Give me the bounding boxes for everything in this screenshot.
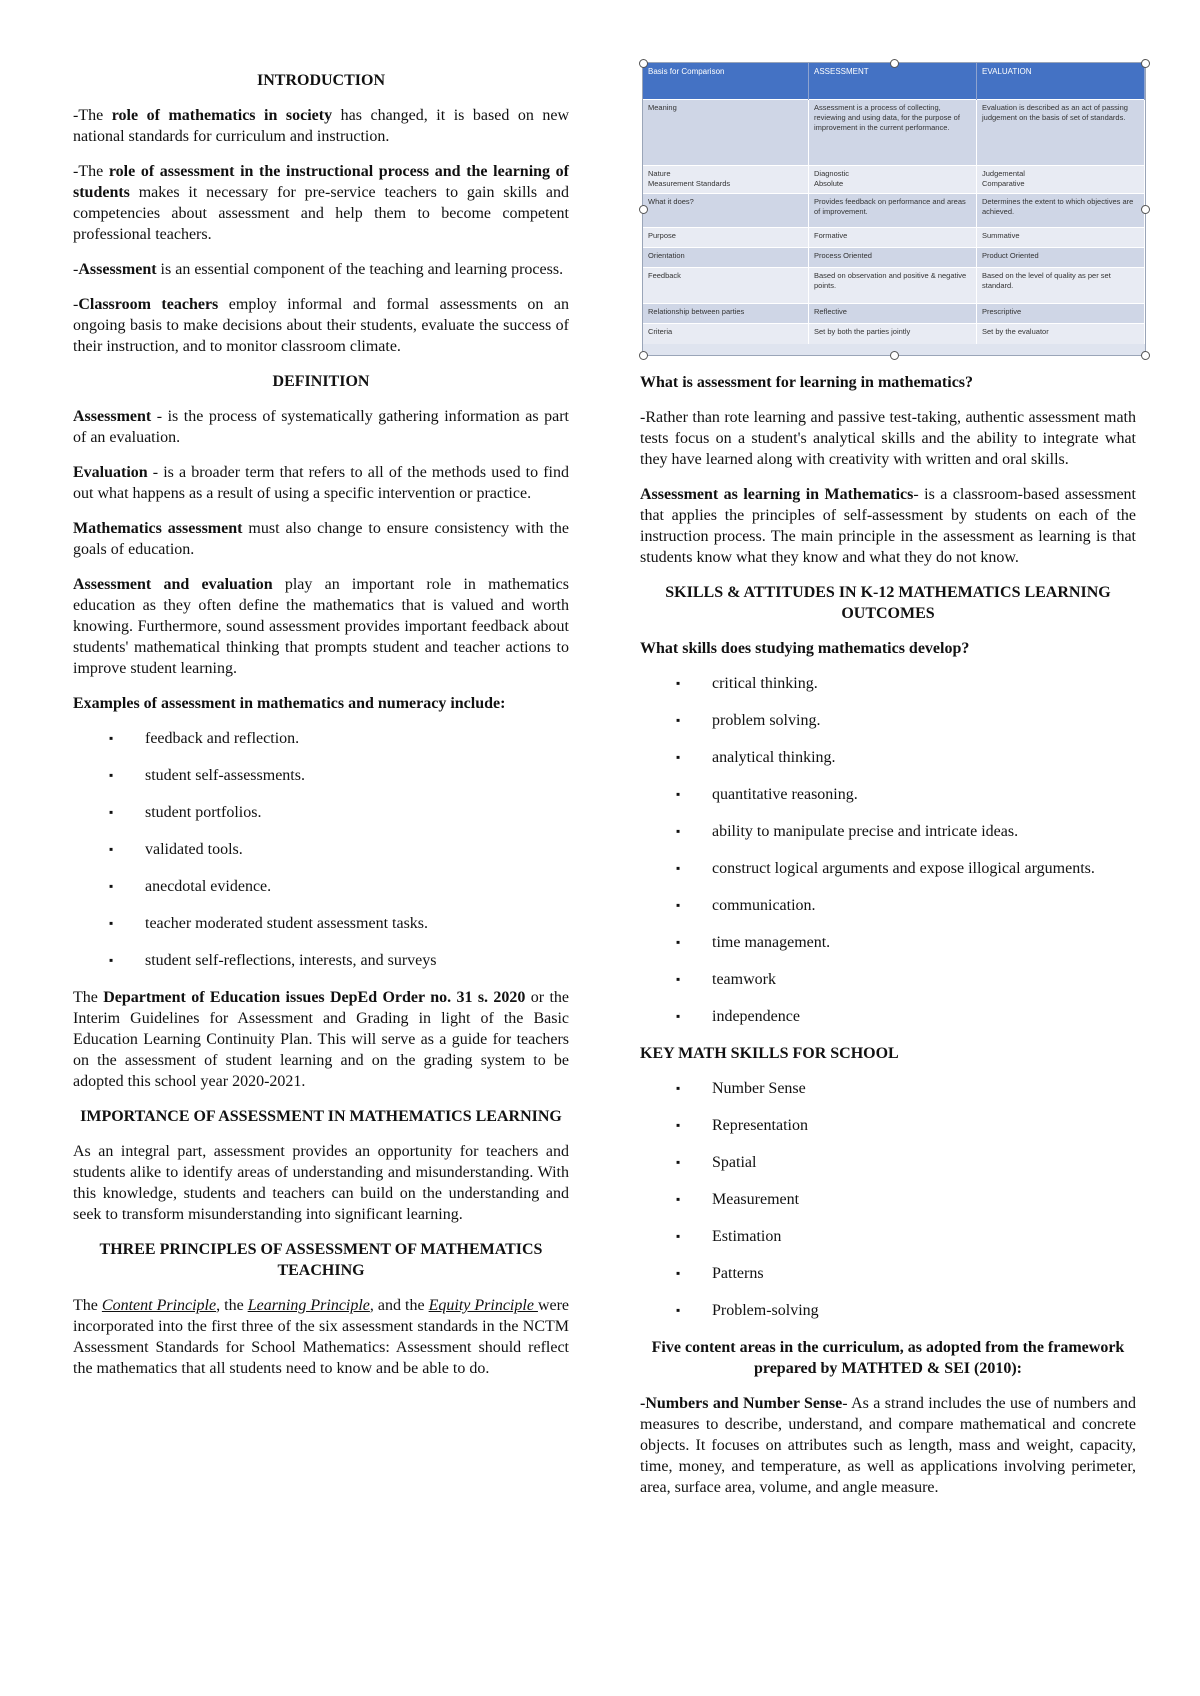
text: were incorporated into the first three of the six assessment standards in the NCTM Assessment Standards for School Mathematics: Assessment should reflect the mathematics that all students need to know and be able to do. (73, 1297, 570, 1377)
bullet-icon: ▪ (676, 1118, 681, 1132)
list-item-text: ability to manipulate precise and intricate ideas. (712, 823, 1019, 840)
table-cell: Orientation (643, 248, 808, 268)
list-item (640, 1300, 1136, 1321)
bullet-icon: ▪ (109, 805, 114, 819)
resize-handle[interactable] (639, 59, 648, 68)
text: - (73, 261, 79, 278)
table-row (643, 304, 1145, 324)
introduction-heading: INTRODUCTION (256, 72, 385, 89)
list-item (640, 784, 1136, 805)
bullet-icon: ▪ (676, 1081, 681, 1095)
text: - As a strand includes the use of numbers and measures to describe, understand, and compare mathematical and concrete objects. It focuses on attributes such as length, mass and weight, capacity, time, money, and temperature, as well as applications involving perimeter, area, surface area, volume, and angle measure. (640, 1395, 1136, 1496)
table-header-cell: Basis for Comparison (643, 63, 808, 100)
text: The (73, 1297, 102, 1314)
list-item (73, 765, 569, 786)
table-cell: Feedback (643, 268, 808, 304)
text: play an important role in mathematics education as they often define the mathematics that is valued and worth knowing. Furthermore, sound assessment provides important feedback about students' mathematical thinking that prompts student and teacher actions to improve student learning. (73, 576, 569, 677)
list-item (640, 1115, 1136, 1136)
table-header-cell: EVALUATION (976, 63, 1144, 100)
table-cell: Assessment is a process of collecting, reviewing and using data, for the purpose of improvement in the current performance. (808, 100, 976, 166)
content-principle: Content Principle (101, 1297, 217, 1314)
table-cell: Judgemental Comparative (976, 166, 1144, 194)
text: , and the (369, 1297, 429, 1314)
table-cell: Reflective (808, 304, 976, 324)
table-cell: Provides feedback on performance and areas of improvement. (808, 194, 976, 228)
table-header-cell: ASSESSMENT (808, 63, 976, 100)
list-item-text: teacher moderated student assessment tasks. (145, 915, 429, 932)
key-skills-heading: KEY MATH SKILLS FOR SCHOOL (640, 1045, 899, 1062)
bullet-icon: ▪ (109, 953, 114, 967)
skills-list (640, 673, 1136, 1027)
text: must also change to ensure consistency with the goals of education. (73, 520, 569, 558)
table-header-row (643, 63, 1145, 100)
list-item-text: student self-assessments. (145, 767, 305, 784)
table-cell: Summative (976, 228, 1144, 248)
list-item (640, 673, 1136, 694)
skills-heading: SKILLS & ATTITUDES IN K-12 MATHEMATICS LEARNING OUTCOMES (665, 584, 1111, 622)
definition-assessment (73, 406, 569, 448)
comparison-table-image[interactable] (642, 62, 1146, 356)
text: - is a classroom-based assessment that applies the principles of self-assessment by students on each of the instruction process. The main principle in the assessment as learning is that students know what they know and what they do not know. (640, 486, 1136, 566)
table-cell: Formative (808, 228, 976, 248)
bullet-icon: ▪ (676, 1266, 681, 1280)
aal-paragraph (640, 484, 1136, 568)
bold-text: Classroom teachers (78, 296, 219, 313)
bullet-icon: ▪ (109, 916, 114, 930)
list-item-text: student portfolios. (145, 804, 262, 821)
text: -The (73, 107, 112, 124)
deped-paragraph (73, 987, 569, 1092)
importance-paragraph: As an integral part, assessment provides an opportunity for teachers and students alike to identify areas of understanding and misunderstanding. With this knowledge, students and teachers can build on the understanding and seek to transform misunderstanding into significant learning. (73, 1143, 569, 1223)
list-item-text: student self-reflections, interests, and surveys (145, 952, 437, 969)
bullet-icon: ▪ (109, 731, 114, 745)
list-item-text: quantitative reasoning. (712, 786, 858, 803)
text: , the (216, 1297, 248, 1314)
examples-list (73, 728, 569, 971)
principles-paragraph (73, 1295, 569, 1379)
list-item-text: teamwork (712, 971, 776, 988)
resize-handle[interactable] (1141, 59, 1150, 68)
list-item-text: communication. (712, 897, 816, 914)
table-cell: Set by both the parties jointly (808, 324, 976, 344)
list-item-text: time management. (712, 934, 831, 951)
definition-math-assessment (73, 518, 569, 560)
bullet-icon: ▪ (676, 1229, 681, 1243)
list-item (73, 913, 569, 934)
bold-text: role of assessment in the instructional process and the learning of students (73, 163, 570, 201)
list-item (640, 710, 1136, 731)
list-item-text: analytical thinking. (712, 749, 836, 766)
bullet-icon: ▪ (676, 713, 681, 727)
bullet-icon: ▪ (109, 768, 114, 782)
list-item-text: Measurement (712, 1191, 800, 1208)
list-item (640, 747, 1136, 768)
bullet-icon: ▪ (676, 935, 681, 949)
bold-text: Assessment (78, 261, 157, 278)
bullet-icon: ▪ (676, 787, 681, 801)
list-item-text: critical thinking. (712, 675, 818, 692)
resize-handle[interactable] (1141, 351, 1150, 360)
list-item-text: Estimation (712, 1228, 782, 1245)
intro-paragraph-4 (73, 294, 569, 357)
list-item (640, 1152, 1136, 1173)
text: - is the process of systematically gathering information as part of an evaluation. (73, 408, 569, 446)
list-item-text: problem solving. (712, 712, 821, 729)
table-cell: Evaluation is described as an act of passing judgement on the basis of set of standards. (976, 100, 1144, 166)
table-row (643, 100, 1145, 166)
list-item-text: Problem-solving (712, 1302, 819, 1319)
text: -The (73, 163, 109, 180)
list-item (640, 1078, 1136, 1099)
list-item (73, 876, 569, 897)
list-item (73, 839, 569, 860)
bullet-icon: ▪ (109, 879, 114, 893)
list-item-text: feedback and reflection. (145, 730, 300, 747)
intro-paragraph-3 (73, 259, 569, 280)
left-column (73, 70, 569, 1393)
bold-text: Assessment and evaluation (73, 576, 273, 593)
list-item-text: validated tools. (145, 841, 243, 858)
bullet-icon: ▪ (109, 842, 114, 856)
text: - is a broader term that refers to all of the methods used to find out what happens as a result of using a specific intervention or practice. (73, 464, 569, 502)
table-cell: Product Oriented (976, 248, 1144, 268)
bullet-icon: ▪ (676, 1155, 681, 1169)
table-cell: Set by the evaluator (976, 324, 1144, 344)
resize-handle[interactable] (639, 205, 648, 214)
bullet-icon: ▪ (676, 898, 681, 912)
list-item (640, 858, 1136, 879)
table-cell: Process Oriented (808, 248, 976, 268)
bullet-icon: ▪ (676, 676, 681, 690)
skills-question: What skills does studying mathematics develop? (640, 640, 970, 657)
table-row (643, 248, 1145, 268)
right-column (640, 372, 1136, 1512)
definition-assessment-evaluation (73, 574, 569, 679)
bold-text: -Numbers and Number Sense (640, 1395, 843, 1412)
text: makes it necessary for pre-service teachers to gain skills and competencies about assessment and help them to become competent professional teachers. (73, 184, 569, 243)
table-cell: Based on the level of quality as per set standard. (976, 268, 1144, 304)
bullet-icon: ▪ (676, 972, 681, 986)
principles-heading: THREE PRINCIPLES OF ASSESSMENT OF MATHEMATICS TEACHING (99, 1241, 543, 1279)
table-cell: Determines the extent to which objectives are achieved. (976, 194, 1144, 228)
bold-text: Mathematics assessment (73, 520, 243, 537)
importance-heading: IMPORTANCE OF ASSESSMENT IN MATHEMATICS LEARNING (80, 1108, 562, 1125)
intro-paragraph-2 (73, 161, 569, 245)
resize-handle[interactable] (1141, 205, 1150, 214)
table-cell: Purpose (643, 228, 808, 248)
bullet-icon: ▪ (676, 1303, 681, 1317)
intro-paragraph-1 (73, 105, 569, 147)
bullet-icon: ▪ (676, 1192, 681, 1206)
bullet-icon: ▪ (676, 1009, 681, 1023)
table-cell: Diagnostic Absolute (808, 166, 976, 194)
table-cell: Relationship between parties (643, 304, 808, 324)
definition-evaluation (73, 462, 569, 504)
list-item (640, 895, 1136, 916)
list-item-text: Spatial (712, 1154, 757, 1171)
text: employ informal and formal assessments on an ongoing basis to make decisions about their students, evaluate the success of their instruction, and to monitor classroom climate. (73, 296, 570, 355)
text: has changed, it is based on new national standards for curriculum and instruction. (73, 107, 569, 145)
resize-handle[interactable] (639, 351, 648, 360)
learning-principle: Learning Principle (247, 1297, 370, 1314)
bullet-icon: ▪ (676, 861, 681, 875)
numbers-paragraph (640, 1393, 1136, 1498)
table-cell: Meaning (643, 100, 808, 166)
bold-text: Assessment (73, 408, 152, 425)
bold-text: role of mathematics in society (111, 107, 333, 124)
bullet-icon: ▪ (676, 750, 681, 764)
key-skills-list (640, 1078, 1136, 1321)
bold-text: Department of Education issues DepEd Order no. 31 s. 2020 (103, 989, 526, 1006)
afl-paragraph: -Rather than rote learning and passive test-taking, authentic assessment math tests focus on a student's analytical skills and the ability to integrate what they have learned along with creativity with written and oral skills. (640, 409, 1136, 468)
text: or the Interim Guidelines for Assessment and Grading in light of the Basic Education Learning Continuity Plan. This will serve as a guide for teachers on the assessment of student learning and on the grading system to be adopted this school year 2020-2021. (73, 989, 569, 1090)
table-row (643, 268, 1145, 304)
resize-handle[interactable] (890, 59, 899, 68)
list-item-text: Representation (712, 1117, 808, 1134)
list-item (640, 1226, 1136, 1247)
definition-heading: DEFINITION (272, 373, 370, 390)
table-cell: What it does? (643, 194, 808, 228)
five-content-areas-heading: Five content areas in the curriculum, as adopted from the framework prepared by MATHTED & SEI (2010): (651, 1339, 1125, 1377)
table-row (643, 324, 1145, 344)
bullet-icon: ▪ (676, 824, 681, 838)
resize-handle[interactable] (890, 351, 899, 360)
list-item (640, 932, 1136, 953)
table-row (643, 194, 1145, 228)
text: is an essential component of the teaching and learning process. (156, 261, 564, 278)
list-item-text: construct logical arguments and expose illogical arguments. (712, 860, 1095, 877)
list-item-text: anecdotal evidence. (145, 878, 272, 895)
afl-question: What is assessment for learning in mathematics? (640, 374, 974, 391)
table-cell: Criteria (643, 324, 808, 344)
table-row (643, 228, 1145, 248)
list-item (73, 728, 569, 749)
equity-principle: Equity Principle (428, 1297, 538, 1314)
list-item (640, 821, 1136, 842)
list-item-text: Patterns (712, 1265, 764, 1282)
table-row (643, 166, 1145, 194)
list-item (640, 969, 1136, 990)
examples-heading: Examples of assessment in mathematics and numeracy include: (73, 695, 506, 712)
table-cell: Nature Measurement Standards (643, 166, 808, 194)
bold-text: Assessment as learning in Mathematics (640, 486, 914, 503)
comparison-table (643, 63, 1145, 344)
list-item (73, 802, 569, 823)
bold-text: Evaluation (73, 464, 148, 481)
list-item (640, 1006, 1136, 1027)
text: The (73, 989, 104, 1006)
list-item-text: independence (712, 1008, 800, 1025)
table-cell: Prescriptive (976, 304, 1144, 324)
table-cell: Based on observation and positive & negative points. (808, 268, 976, 304)
list-item (73, 950, 569, 971)
list-item (640, 1263, 1136, 1284)
list-item (640, 1189, 1136, 1210)
text: - (73, 296, 79, 313)
list-item-text: Number Sense (712, 1080, 806, 1097)
